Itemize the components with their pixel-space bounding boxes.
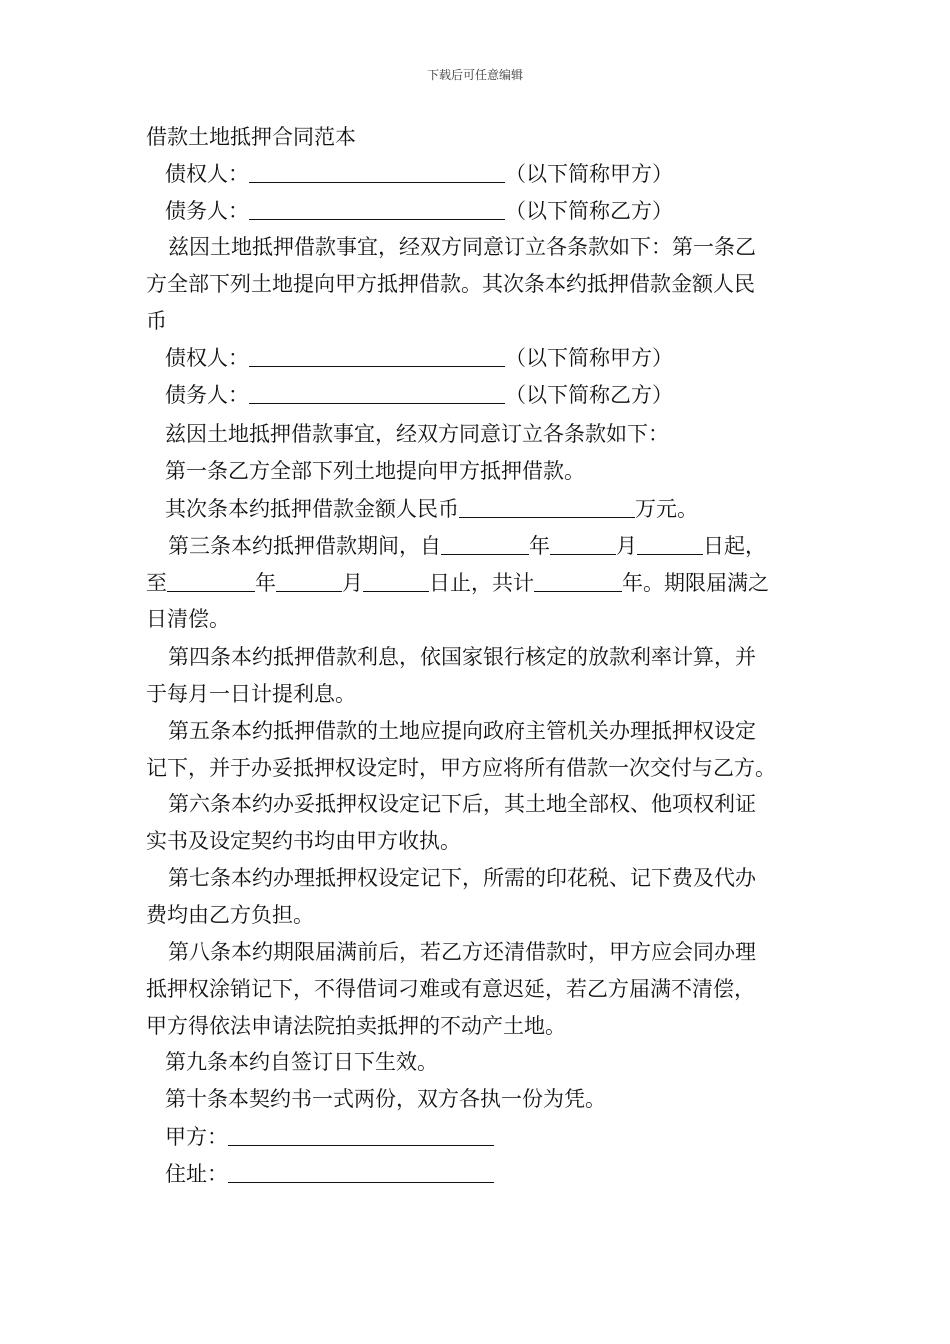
- intro-paragraph-line: 方全部下列土地提向甲方抵押借款。其次条本约抵押借款金额人民: [146, 272, 755, 296]
- signature-address: [165, 1160, 835, 1187]
- page-header: 下载后可任意编辑: [426, 68, 523, 82]
- end-year-blank[interactable]: [167, 569, 255, 592]
- article-4-line-2: 于每月一日计提利息。: [146, 682, 356, 706]
- article-2-unit: 万元。: [635, 497, 698, 521]
- article-5-line-2: 记下，并于办妥抵押权设定时，甲方应将所有借款一次交付与乙方。: [146, 756, 776, 780]
- end-day-blank[interactable]: [363, 569, 429, 592]
- intro-paragraph-line: 兹因土地抵押借款事宜，经双方同意订立各条款如下：第一条乙: [168, 235, 756, 259]
- article-8-line-1: 第八条本约期限届满前后，若乙方还清借款时，甲方应会同办理: [168, 940, 756, 964]
- debtor-note: （以下简称乙方）: [505, 383, 673, 407]
- creditor-blank[interactable]: [249, 344, 505, 367]
- debtor-line-1: [165, 197, 835, 224]
- day-to-label: 日止，共计: [429, 571, 534, 595]
- article-7-line-2: 费均由乙方负担。: [146, 903, 314, 927]
- year-label: 年: [529, 534, 550, 558]
- debtor-blank[interactable]: [249, 197, 505, 220]
- intro-paragraph: 兹因土地抵押借款事宜，经双方同意订立各条款如下：: [165, 422, 669, 446]
- article-3-text: 第三条本约抵押借款期间，自: [168, 534, 441, 558]
- creditor-label: 债权人：: [165, 162, 249, 186]
- year-label: 年: [255, 571, 276, 595]
- article-6-line-2: 实书及设定契约书均由甲方收执。: [146, 829, 461, 853]
- debtor-note: （以下简称乙方）: [505, 199, 673, 223]
- start-year-blank[interactable]: [441, 532, 529, 555]
- article-3-line-1: [168, 532, 838, 559]
- debtor-label: 债务人：: [165, 199, 249, 223]
- creditor-blank[interactable]: [249, 160, 505, 183]
- creditor-label: 债权人：: [165, 346, 249, 370]
- article-6-line-1: 第六条本约办妥抵押权设定记下后，其土地全部权、他项权利证: [168, 792, 756, 816]
- party-a-blank[interactable]: [228, 1123, 494, 1146]
- amount-blank[interactable]: [459, 495, 635, 518]
- end-month-blank[interactable]: [276, 569, 342, 592]
- article-9: 第九条本约自签订日下生效。: [165, 1050, 438, 1074]
- address-blank[interactable]: [228, 1160, 494, 1183]
- article-1: 第一条乙方全部下列土地提向甲方抵押借款。: [165, 459, 585, 483]
- creditor-line-1: [165, 160, 835, 187]
- creditor-note: （以下简称甲方）: [505, 346, 673, 370]
- article-10: 第十条本契约书一式两份，双方各执一份为凭。: [165, 1087, 606, 1111]
- total-years-blank[interactable]: [534, 569, 622, 592]
- document-title: 借款土地抵押合同范本: [146, 125, 356, 149]
- article-5-line-1: 第五条本约抵押借款的土地应提向政府主管机关办理抵押权设定: [168, 719, 756, 743]
- article-3-line-2: [146, 569, 816, 596]
- article-2: [165, 495, 835, 522]
- intro-paragraph-line: 币: [146, 309, 167, 333]
- debtor-blank[interactable]: [249, 381, 505, 404]
- creditor-line-2: [165, 344, 835, 371]
- signature-party-a: [165, 1123, 835, 1150]
- article-8-line-3: 甲方得依法申请法院拍卖抵押的不动产土地。: [146, 1014, 566, 1038]
- creditor-note: （以下简称甲方）: [505, 162, 673, 186]
- debtor-label: 债务人：: [165, 383, 249, 407]
- month-label: 月: [616, 534, 637, 558]
- to-label: 至: [146, 571, 167, 595]
- article-8-line-2: 抵押权涂销记下，不得借词刁难或有意迟延，若乙方届满不清偿，: [146, 977, 755, 1001]
- party-a-label: 甲方：: [165, 1125, 228, 1149]
- address-label: 住址：: [165, 1162, 228, 1186]
- day-from-label: 日起，: [703, 534, 766, 558]
- article-7-line-1: 第七条本约办理抵押权设定记下，所需的印花税、记下费及代办: [168, 866, 756, 890]
- month-label: 月: [342, 571, 363, 595]
- start-day-blank[interactable]: [637, 532, 703, 555]
- start-month-blank[interactable]: [550, 532, 616, 555]
- debtor-line-2: [165, 381, 835, 408]
- article-4-line-1: 第四条本约抵押借款利息，依国家银行核定的放款利率计算，并: [168, 645, 756, 669]
- years-label: 年。期限届满之: [622, 571, 769, 595]
- article-3-line-3: 日清偿。: [146, 607, 230, 631]
- article-2-text: 其次条本约抵押借款金额人民币: [165, 497, 459, 521]
